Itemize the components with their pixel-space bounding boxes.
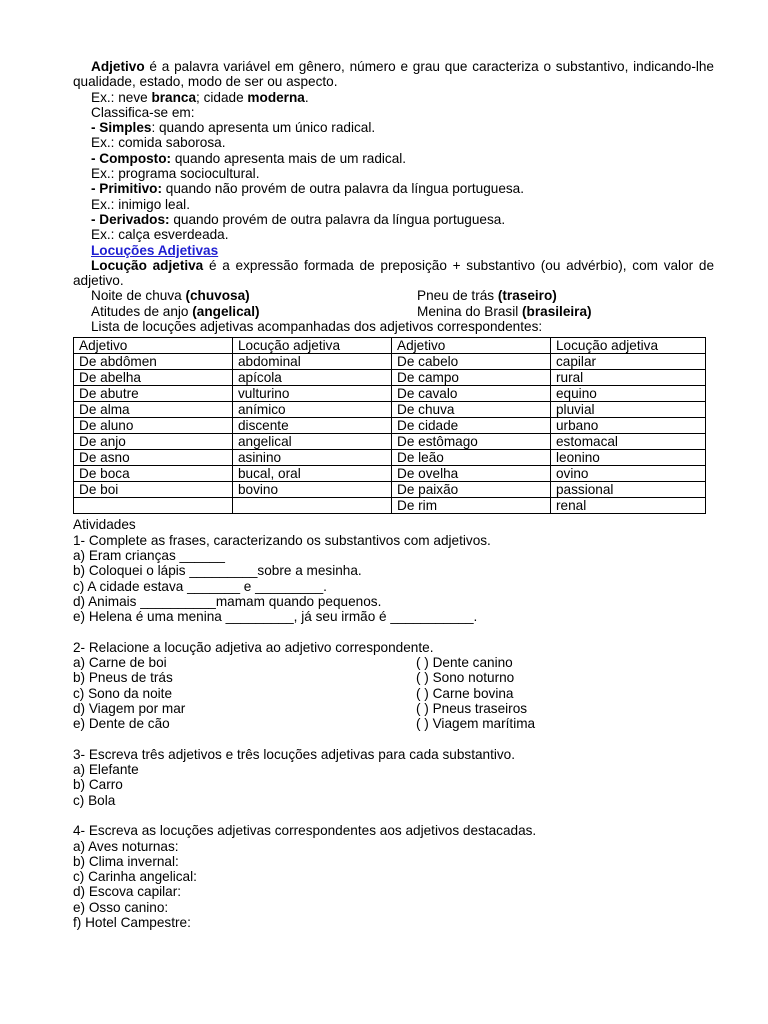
table-row: De asno asinino De leão leonino bbox=[74, 450, 706, 466]
q2-row: e) Dente de cão ( ) Viagem marítima bbox=[73, 716, 536, 732]
table-row: De abutre vulturino De cavalo equino bbox=[74, 386, 706, 402]
q4-item: d) Escova capilar: bbox=[73, 884, 182, 900]
q3-item: b) Carro bbox=[73, 777, 123, 793]
adjetivo-definition: Adjetivo é a palavra variável em gênero, número e grau que caracteriza o substantivo, indicando-lhe qualidade, estado, modo de ser ou aspecto. bbox=[73, 59, 714, 90]
locucao-examples-row-2: Atitudes de anjo (angelical) Menina do Brasil (brasileira) bbox=[91, 303, 592, 319]
type-simples: - Simples: quando apresenta um único radical. bbox=[91, 120, 376, 136]
table-row: De rim renal bbox=[74, 498, 706, 514]
locucoes-table bbox=[73, 337, 706, 514]
q4-item: e) Osso canino: bbox=[73, 899, 169, 915]
q4-item: c) Carinha angelical: bbox=[73, 869, 197, 885]
locucao-examples-row-1: Noite de chuva (chuvosa) Pneu de trás (traseiro) bbox=[91, 288, 557, 304]
q1-item: d) Animais __________mamam quando pequenos. bbox=[73, 593, 382, 609]
table-row: De aluno discente De cidade urbano bbox=[74, 418, 706, 434]
type-composto-example: Ex.: programa sociocultural. bbox=[91, 166, 260, 182]
type-primitivo-example: Ex.: inimigo leal. bbox=[91, 196, 190, 212]
q1-prompt: 1- Complete as frases, caracterizando os substantivos com adjetivos. bbox=[73, 532, 491, 548]
table-row: De boi bovino De paixão passional bbox=[74, 482, 706, 498]
q3-item: c) Bola bbox=[73, 792, 116, 808]
table-row: De abdômen abdominal De cabelo capilar bbox=[74, 354, 706, 370]
table-row: De anjo angelical De estômago estomacal bbox=[74, 434, 706, 450]
table-header-row: Adjetivo Locução adjetiva Adjetivo Locução adjetiva bbox=[74, 338, 706, 354]
q4-item: a) Aves noturnas: bbox=[73, 838, 179, 854]
q2-row: b) Pneus de trás ( ) Sono noturno bbox=[73, 670, 515, 686]
document-page bbox=[73, 59, 714, 930]
q3-item: a) Elefante bbox=[73, 762, 139, 778]
adjetivo-term: Adjetivo bbox=[91, 59, 145, 74]
adjetivo-example: Ex.: neve branca; cidade moderna. bbox=[91, 89, 309, 105]
type-derivados: - Derivados: quando provém de outra palavra da língua portuguesa. bbox=[91, 211, 506, 227]
locucoes-link[interactable]: Locuções Adjetivas bbox=[91, 242, 219, 258]
classify-text: Classifica-se em: bbox=[91, 104, 195, 120]
table-row: De alma anímico De chuva pluvial bbox=[74, 402, 706, 418]
type-derivados-example: Ex.: calça esverdeada. bbox=[91, 227, 229, 243]
atividades-title: Atividades bbox=[73, 517, 136, 533]
q1-item: b) Coloquei o lápis _________sobre a mesinha. bbox=[73, 563, 362, 579]
q2-row: d) Viagem por mar ( ) Pneus traseiros bbox=[73, 700, 528, 716]
table-row: De abelha apícola De campo rural bbox=[74, 370, 706, 386]
q1-item: c) A cidade estava _______ e _________. bbox=[73, 578, 327, 594]
q2-row: a) Carne de boi ( ) Dente canino bbox=[73, 655, 513, 671]
table-row: De boca bucal, oral De ovelha ovino bbox=[74, 466, 706, 482]
q1-item: e) Helena é uma menina _________, já seu irmão é ___________. bbox=[73, 609, 478, 625]
q4-item: f) Hotel Campestre: bbox=[73, 915, 191, 931]
q2-prompt: 2- Relacione a locução adjetiva ao adjetivo correspondente. bbox=[73, 639, 434, 655]
q1-item: a) Eram crianças ______ bbox=[73, 547, 225, 563]
list-intro: Lista de locuções adjetivas acompanhadas dos adjetivos correspondentes: bbox=[91, 319, 543, 335]
q3-prompt: 3- Escreva três adjetivos e três locuções adjetivas para cada substantivo. bbox=[73, 746, 516, 762]
locucao-definition: Locução adjetiva é a expressão formada de preposição + substantivo (ou advérbio), com valor de adjetivo. bbox=[73, 257, 715, 289]
type-simples-example: Ex.: comida saborosa. bbox=[91, 135, 226, 151]
type-composto: - Composto: quando apresenta mais de um radical. bbox=[91, 150, 407, 166]
type-primitivo: - Primitivo: quando não provém de outra palavra da língua portuguesa. bbox=[91, 181, 525, 197]
q2-row: c) Sono da noite ( ) Carne bovina bbox=[73, 685, 514, 701]
locucoes-heading bbox=[73, 243, 714, 258]
q4-item: b) Clima invernal: bbox=[73, 853, 179, 869]
q4-prompt: 4- Escreva as locuções adjetivas correspondentes aos adjetivos destacadas. bbox=[73, 823, 537, 839]
